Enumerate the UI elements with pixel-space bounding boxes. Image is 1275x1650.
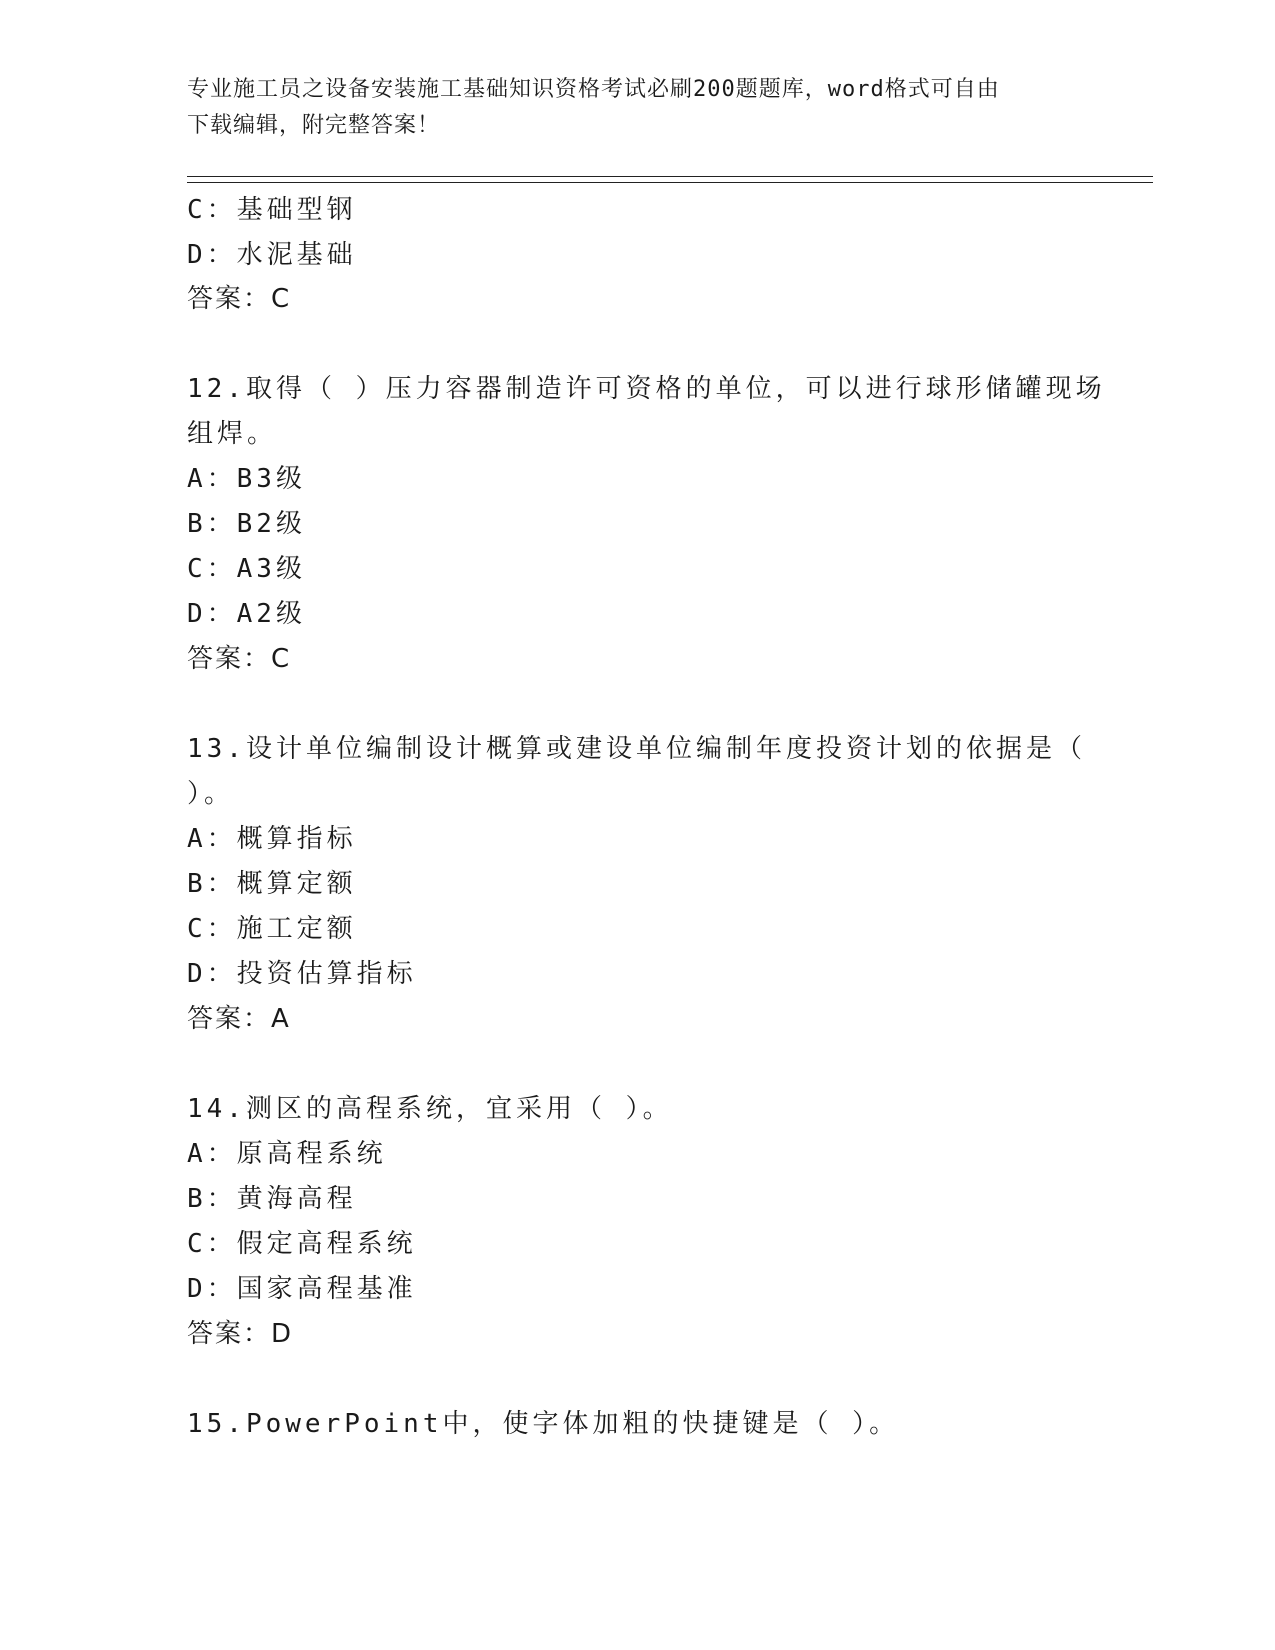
q11-option-c: C：基础型钢: [187, 195, 357, 225]
header-divider-bottom: [187, 182, 1153, 183]
q14-answer: 答案：D: [187, 1319, 294, 1349]
q12-option-c: C：A3级: [187, 554, 306, 584]
q13-option-d: D：投资估算指标: [187, 959, 417, 989]
q13-stem-line-2: ）。: [187, 779, 235, 809]
q15-stem-line-1: 15.PowerPoint中，使字体加粗的快捷键是（ ）。: [187, 1409, 900, 1439]
q12-stem-line-2: 组焊。: [187, 419, 278, 449]
q13-option-a: A：概算指标: [187, 824, 357, 854]
q12-option-d: D：A2级: [187, 599, 306, 629]
q12-answer: 答案：C: [187, 644, 292, 674]
q14-option-b: B：黄海高程: [187, 1184, 357, 1214]
q11-option-d: D：水泥基础: [187, 240, 357, 270]
q14-option-d: D：国家高程基准: [187, 1274, 417, 1304]
q14-stem-line-1: 14.测区的高程系统，宜采用（ ）。: [187, 1094, 673, 1124]
q12-option-b: B：B2级: [187, 509, 306, 539]
header-line-1: 专业施工员之设备安装施工基础知识资格考试必刷200题题库，word格式可自由: [187, 77, 1000, 102]
q14-option-c: C：假定高程系统: [187, 1229, 417, 1259]
q13-stem-line-1: 13.设计单位编制设计概算或建设单位编制年度投资计划的依据是（: [187, 734, 1086, 764]
q13-option-b: B：概算定额: [187, 869, 357, 899]
header-line-2: 下载编辑，附完整答案！: [187, 113, 441, 138]
q12-stem-line-1: 12.取得（ ）压力容器制造许可资格的单位，可以进行球形储罐现场: [187, 374, 1106, 404]
q13-answer: 答案：A: [187, 1004, 291, 1034]
q13-option-c: C：施工定额: [187, 914, 357, 944]
document-header: [187, 72, 1087, 144]
q11-answer: 答案：C: [187, 284, 292, 314]
q14-option-a: A：原高程系统: [187, 1139, 387, 1169]
header-divider-top: [187, 176, 1153, 177]
q12-option-a: A：B3级: [187, 464, 306, 494]
